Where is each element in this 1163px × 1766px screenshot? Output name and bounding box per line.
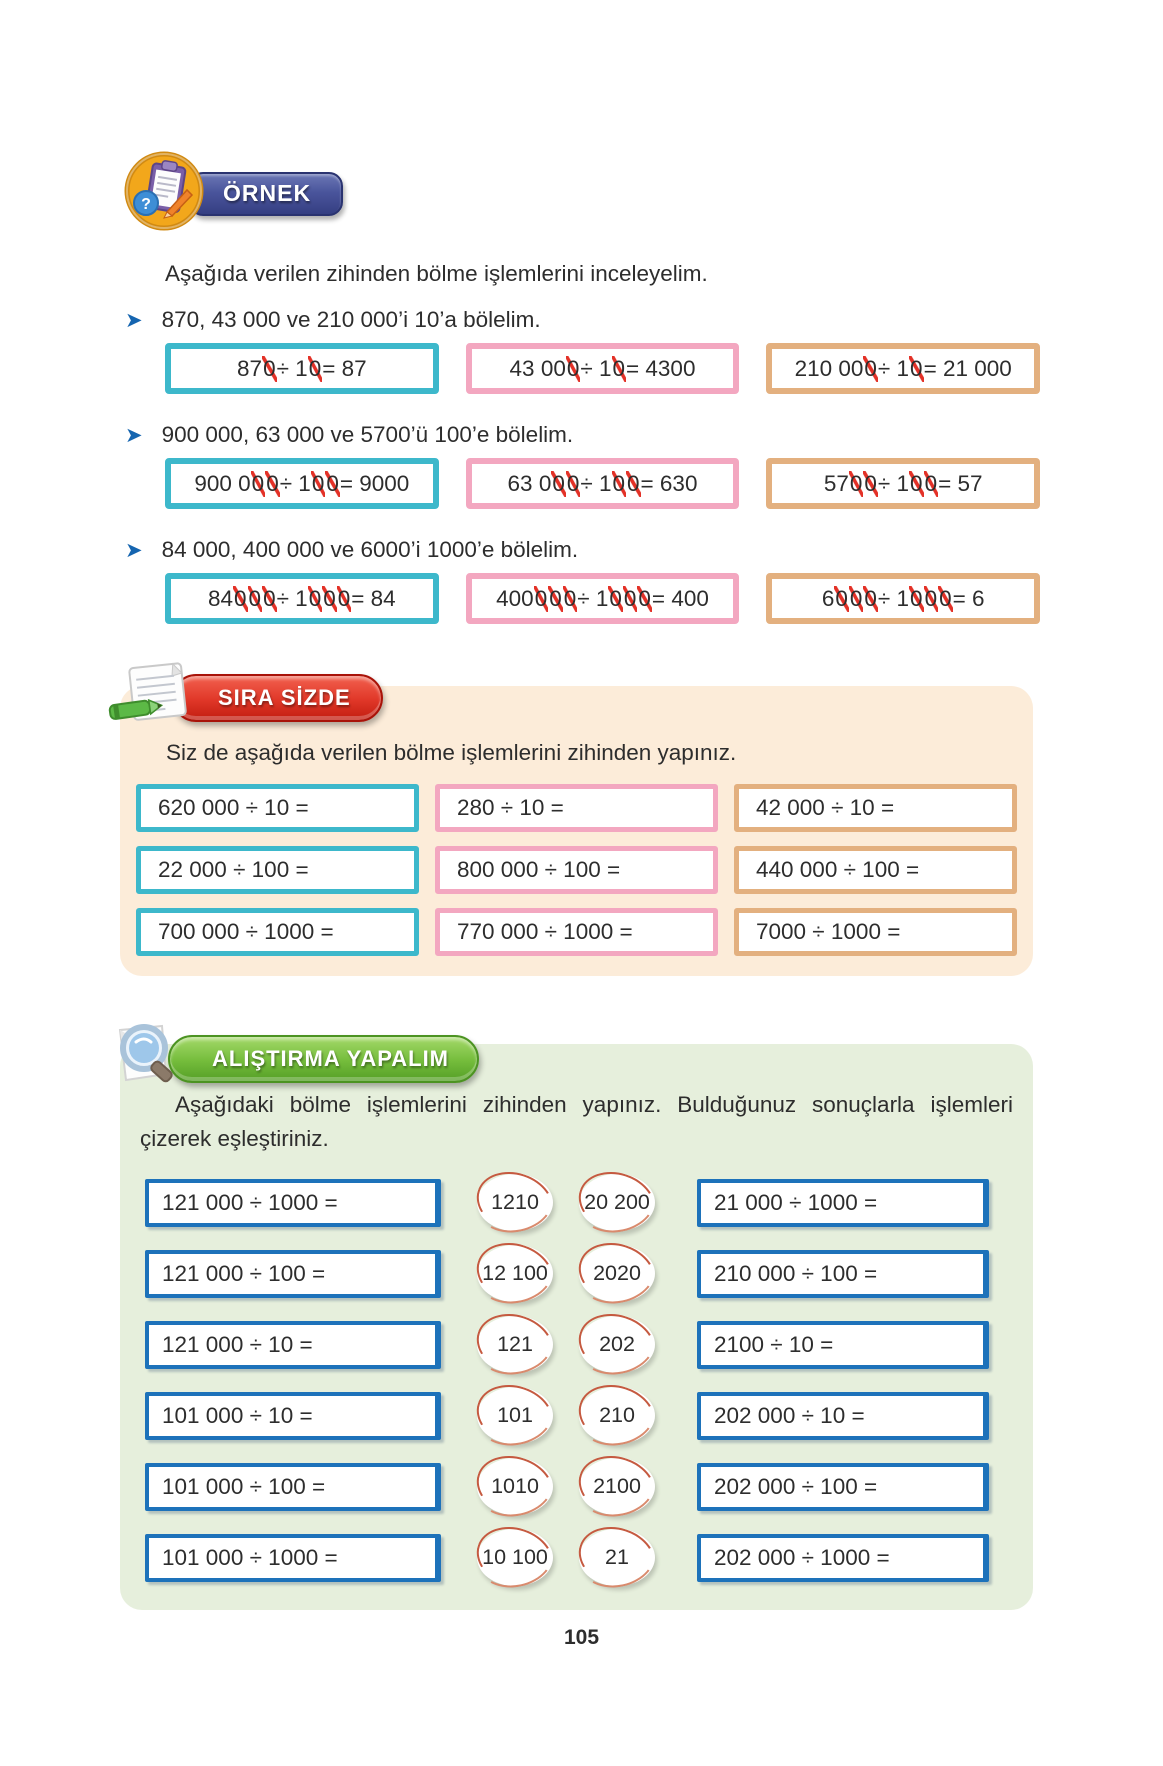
result-circle[interactable]: 21 (579, 1529, 655, 1586)
example-box: 63 0 0 0 ÷ 1 0 0 = 630 (466, 458, 740, 509)
match-left-box[interactable]: 101 000 ÷ 1000 = (145, 1534, 441, 1582)
result-circle[interactable]: 1010 (477, 1458, 553, 1515)
result-circle[interactable]: 20 200 (579, 1174, 655, 1231)
result-circle[interactable]: 101 (477, 1387, 553, 1444)
bullet-arrow-icon: ➤ (125, 309, 143, 332)
result-circle[interactable]: 2100 (579, 1458, 655, 1515)
match-row (140, 1387, 1013, 1444)
result-circle[interactable]: 2020 (579, 1245, 655, 1302)
answer-box[interactable]: 42 000 ÷ 10 = (734, 784, 1017, 832)
answer-box[interactable]: 800 000 ÷ 100 = (435, 846, 718, 894)
alistirma-intro: Aşağıdaki bölme işlemlerini zihinden yapınız. Bulduğunuz sonuçlarla işlemleri çizerek eşleştiriniz. (140, 1092, 1013, 1151)
result-circle[interactable]: 202 (579, 1316, 655, 1373)
result-circle[interactable]: 10 100 (477, 1529, 553, 1586)
result-circle[interactable]: 12 100 (477, 1245, 553, 1302)
match-right-box[interactable]: 202 000 ÷ 10 = (697, 1392, 989, 1440)
match-right-box[interactable]: 202 000 ÷ 100 = (697, 1463, 989, 1511)
match-row (140, 1529, 1013, 1586)
example-bullet (125, 422, 1163, 448)
ornek-badge: ÖRNEK (189, 172, 343, 216)
textbook-page (0, 150, 1163, 1766)
example-box: 57 0 0 ÷ 1 0 0 = 57 (766, 458, 1040, 509)
match-left-box[interactable]: 121 000 ÷ 100 = (145, 1250, 441, 1298)
example-row (165, 458, 1040, 509)
result-circle[interactable]: 121 (477, 1316, 553, 1373)
example-box: 210 00 0 ÷ 1 0 = 21 000 (766, 343, 1040, 394)
match-right-box[interactable]: 202 000 ÷ 1000 = (697, 1534, 989, 1582)
svg-text:?: ? (141, 196, 151, 213)
notepad-pencil-icon (106, 658, 202, 737)
match-right-box[interactable]: 2100 ÷ 10 = (697, 1321, 989, 1369)
example-bullet (125, 307, 1163, 333)
bullet-arrow-icon: ➤ (125, 539, 143, 562)
sira-sizde-intro: Siz de aşağıda verilen bölme işlemlerini zihinden yapınız. (166, 740, 737, 765)
match-left-box[interactable]: 121 000 ÷ 10 = (145, 1321, 441, 1369)
matching-exercise (140, 1174, 1013, 1586)
ornek-intro: Aşağıda verilen zihinden bölme işlemlerini inceleyelim. (165, 261, 708, 286)
example-box: 43 00 0 ÷ 1 0 = 4300 (466, 343, 740, 394)
match-row (140, 1458, 1013, 1515)
page-number: 105 (563, 1626, 600, 1649)
match-right-box[interactable]: 21 000 ÷ 1000 = (697, 1179, 989, 1227)
bullet-text: 84 000, 400 000 ve 6000’i 1000’e bölelim. (161, 537, 579, 562)
example-box: 6 0 0 0 ÷ 1 0 0 0 = 6 (766, 573, 1040, 624)
match-right-box[interactable]: 210 000 ÷ 100 = (697, 1250, 989, 1298)
bullet-text: 900 000, 63 000 ve 5700’ü 100’e bölelim. (161, 422, 574, 447)
clipboard-icon (123, 150, 205, 237)
match-row (140, 1245, 1013, 1302)
answer-box[interactable]: 7000 ÷ 1000 = (734, 908, 1017, 956)
answer-box[interactable]: 620 000 ÷ 10 = (136, 784, 419, 832)
ornek-header (123, 150, 1163, 237)
answer-box[interactable]: 770 000 ÷ 1000 = (435, 908, 718, 956)
result-circle[interactable]: 1210 (477, 1174, 553, 1231)
result-circle[interactable]: 210 (579, 1387, 655, 1444)
alistirma-header (106, 1016, 479, 1101)
example-bullet (125, 537, 1163, 563)
answer-box[interactable]: 280 ÷ 10 = (435, 784, 718, 832)
match-row (140, 1316, 1013, 1373)
match-left-box[interactable]: 101 000 ÷ 10 = (145, 1392, 441, 1440)
bullet-text: 870, 43 000 ve 210 000’i 10’a bölelim. (161, 307, 541, 332)
sira-sizde-grid (136, 784, 1017, 956)
bullet-arrow-icon: ➤ (125, 424, 143, 447)
match-row (140, 1174, 1013, 1231)
example-row (165, 343, 1040, 394)
match-left-box[interactable]: 121 000 ÷ 1000 = (145, 1179, 441, 1227)
answer-box[interactable]: 440 000 ÷ 100 = (734, 846, 1017, 894)
magnifier-icon (106, 1016, 194, 1101)
example-box: 900 0 0 0 ÷ 1 0 0 = 9000 (165, 458, 439, 509)
example-box: 400 0 0 0 ÷ 1 0 0 0 = 400 (466, 573, 740, 624)
alistirma-badge: ALIŞTIRMA YAPALIM (168, 1035, 479, 1083)
sira-sizde-badge: SIRA SİZDE (172, 674, 383, 722)
example-box: 84 0 0 0 ÷ 1 0 0 0 = 84 (165, 573, 439, 624)
example-box: 87 0 ÷ 1 0 = 87 (165, 343, 439, 394)
match-left-box[interactable]: 101 000 ÷ 100 = (145, 1463, 441, 1511)
example-row (165, 573, 1040, 624)
answer-box[interactable]: 700 000 ÷ 1000 = (136, 908, 419, 956)
answer-box[interactable]: 22 000 ÷ 100 = (136, 846, 419, 894)
alistirma-panel (120, 1044, 1033, 1610)
sira-sizde-panel (120, 686, 1033, 976)
sira-sizde-header (106, 658, 383, 737)
